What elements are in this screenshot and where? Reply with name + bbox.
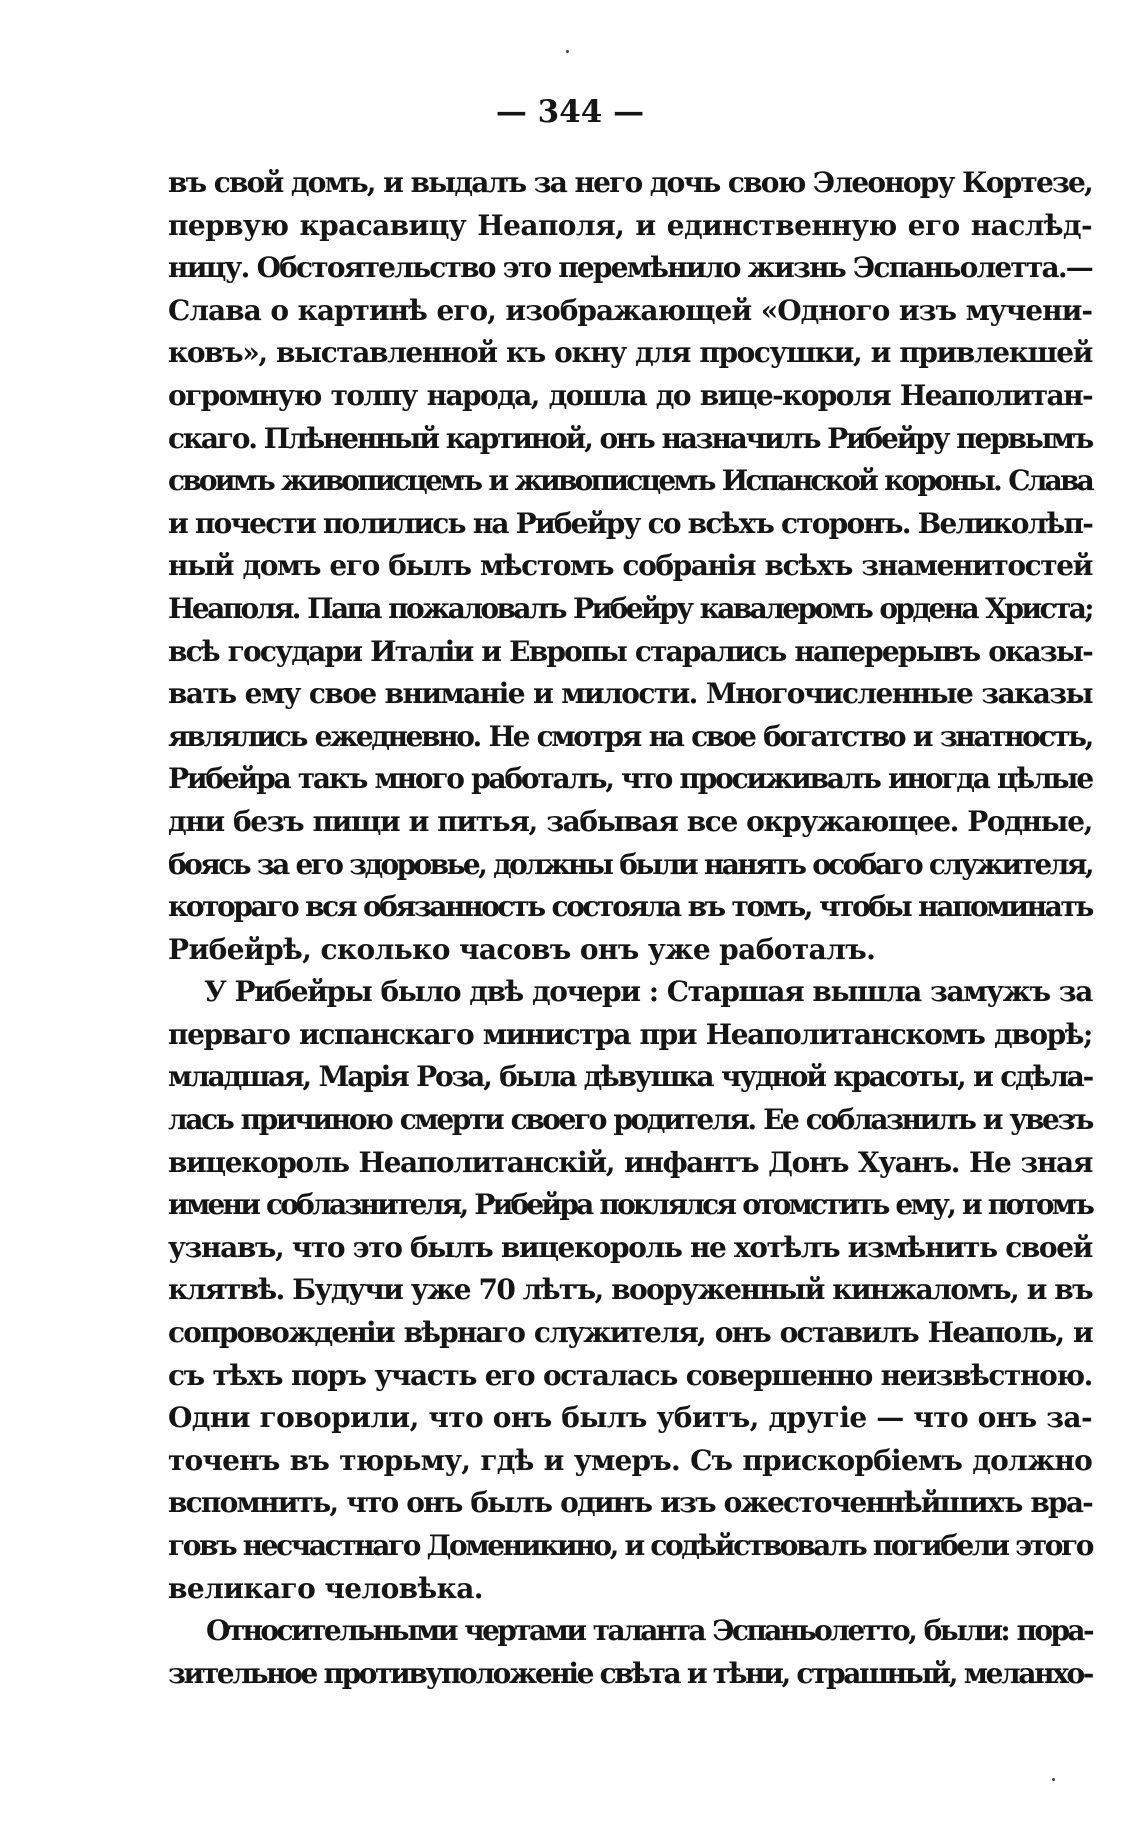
text-line: говъ несчастнаго Доменикино, и содѣйствовалъ погибели этого bbox=[168, 1529, 1092, 1562]
text-line: Одни говорили, что онъ былъ убитъ, другіе — что онъ за- bbox=[168, 1401, 1092, 1435]
text-line: точенъ въ тюрьму, гдѣ и умеръ. Съ прискорбіемъ должно bbox=[168, 1443, 1092, 1477]
text-line: дни безъ пищи и питья, забывая все окружающее. Родные, bbox=[168, 804, 1092, 838]
paragraph-1 bbox=[168, 162, 1092, 971]
text-line: и почести полились на Рибейру со всѣхъ сторонъ. Великолѣп- bbox=[168, 506, 1093, 540]
text-line: перваго испанскаго министра при Неаполитанскомъ дворѣ; bbox=[168, 1017, 1092, 1051]
text-line: котораго вся обязанность состояла въ томъ, чтобы напоминать bbox=[168, 890, 1092, 924]
text-line: клятвѣ. Будучи уже 70 лѣтъ, вооруженный кинжаломъ, и въ bbox=[168, 1273, 1092, 1307]
page-number: — 344 — bbox=[495, 94, 645, 130]
text-line: У Рибейры было двѣ дочери : Старшая вышла замужъ за bbox=[204, 975, 1092, 1009]
text-line: огромную толпу народа, дошла до вице-короля Неаполитан- bbox=[168, 378, 1092, 412]
text-line: имени соблазнителя, Рибейра поклялся отомстить ему, и потомъ bbox=[168, 1188, 1092, 1222]
text-line: зительное противуположеніе свѣта и тѣни, страшный, меланхо- bbox=[168, 1656, 1092, 1690]
page-body-text bbox=[168, 162, 1092, 1695]
text-line: сопровожденіи вѣрнаго служителя, онъ оставилъ Неаполь, и bbox=[168, 1316, 1092, 1350]
text-line: боясь за его здоровье, должны были нанять особаго служителя, bbox=[168, 847, 1092, 881]
print-speck bbox=[566, 50, 569, 53]
text-line: съ тѣхъ поръ участь его осталась совершенно неизвѣстною. bbox=[168, 1358, 1092, 1392]
text-line: всѣ государи Италіи и Европы старались наперерывъ оказы- bbox=[168, 634, 1092, 668]
text-line: своимъ живописцемъ и живописцемъ Испанской короны. Слава bbox=[168, 464, 1092, 498]
text-line: младшая, Марія Роза, была дѣвушка чудной красоты, и сдѣла- bbox=[168, 1060, 1092, 1094]
text-line: Рибейра такъ много работалъ, что просиживалъ иногда цѣлые bbox=[168, 762, 1092, 796]
text-line: скаго. Плѣненный картиной, онъ назначилъ Рибейру первымъ bbox=[168, 421, 1092, 455]
text-line: въ свой домъ, и выдалъ за него дочь свою Элеонору Кортезе, bbox=[168, 166, 1092, 199]
paragraph-2 bbox=[168, 971, 1092, 1610]
text-line: лась причиною смерти своего родителя. Ее соблазнилъ и увезъ bbox=[168, 1103, 1092, 1137]
text-line: Слава о картинѣ его, изображающей «Одного изъ мучени- bbox=[168, 293, 1092, 327]
text-line: узнавъ, что это былъ вицекороль не хотѣлъ измѣнить своей bbox=[168, 1230, 1092, 1264]
paragraph-3 bbox=[168, 1610, 1092, 1695]
print-speck bbox=[1052, 1778, 1055, 1781]
text-line: Относительными чертами таланта Эспаньолетто, были: пора- bbox=[206, 1614, 1092, 1648]
text-line: ный домъ его былъ мѣстомъ собранія всѣхъ знаменитостей bbox=[168, 549, 1092, 583]
text-line: вспомнить, что онъ былъ одинъ изъ ожесточеннѣйшихъ вра- bbox=[168, 1486, 1092, 1520]
text-line: вать ему свое вниманіе и милости. Многочисленные заказы bbox=[168, 677, 1092, 711]
text-line: великаго человѣка. bbox=[168, 1571, 483, 1605]
text-line: Неаполя. Папа пожаловалъ Рибейру кавалеромъ ордена Христа; bbox=[168, 591, 1092, 625]
text-line: ницу. Обстоятельство это перемѣнило жизнь Эспаньолетта.— bbox=[168, 251, 1092, 285]
text-line: первую красавицу Неаполя, и единственную его наслѣд- bbox=[168, 208, 1092, 242]
text-line: Рибейрѣ, сколько часовъ онъ уже работалъ. bbox=[168, 932, 876, 966]
text-line: вицекороль Неаполитанскій, инфантъ Донъ Хуанъ. Не зная bbox=[168, 1145, 1092, 1179]
text-line: являлись ежедневно. Не смотря на свое богатство и знатность, bbox=[168, 719, 1092, 753]
text-line: ковъ», выставленной къ окну для просушки, и привлекшей bbox=[168, 336, 1092, 370]
